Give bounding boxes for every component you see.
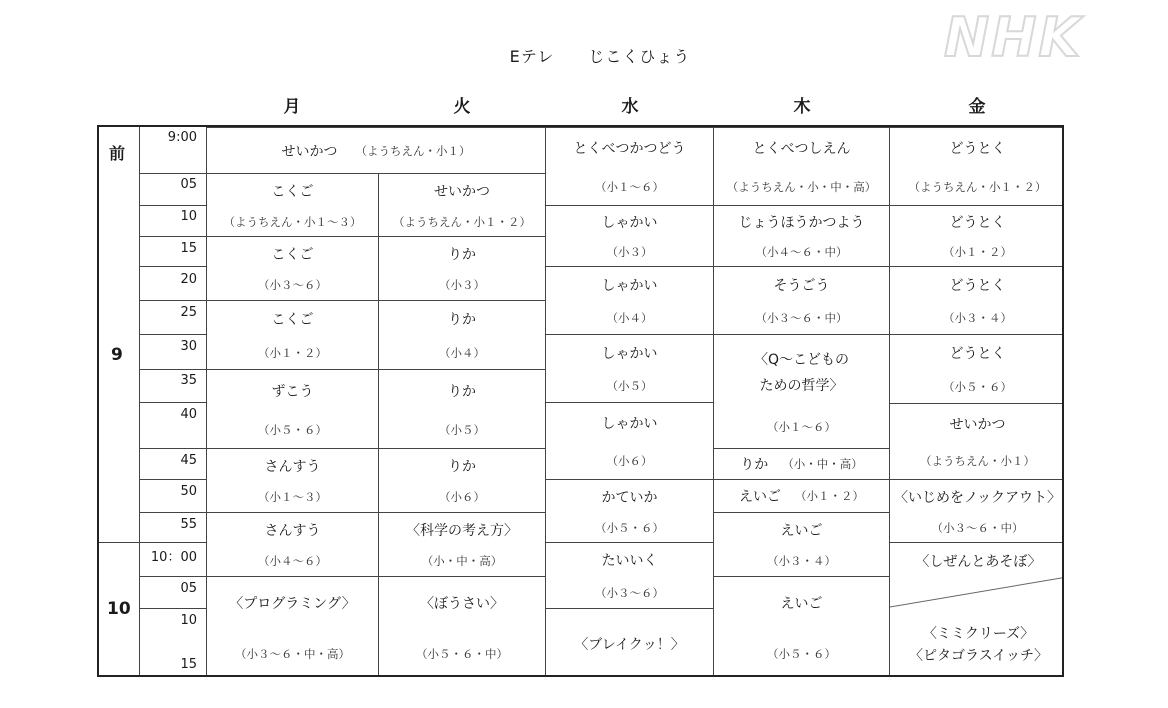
timetable-grid	[97, 125, 1064, 677]
program-grade: （小６）	[606, 454, 653, 468]
hour-9: 9	[111, 345, 123, 365]
program-subject-line2: ための哲学〉	[759, 377, 844, 394]
program-grade: （小３～６・中）	[931, 520, 1024, 535]
time-label: 10：00	[150, 550, 197, 565]
program-grade: （小１～３）	[258, 490, 327, 505]
program-grade: （ようちえん・小・中・高）	[726, 179, 877, 194]
program-grade: （小３）	[439, 278, 485, 293]
time-label: 30	[180, 339, 197, 354]
time-label: 40	[180, 407, 197, 422]
time-row-line	[139, 512, 206, 513]
program-cell	[378, 576, 546, 677]
hour-10: 10	[107, 599, 131, 619]
program-cell	[889, 127, 1064, 206]
program-grade: （小・中・高）	[782, 457, 863, 471]
program-subject: たいいく	[601, 553, 658, 570]
program-cell	[378, 300, 546, 370]
program-cell	[206, 173, 379, 237]
time-label: 15	[180, 241, 197, 256]
program-cell	[713, 205, 890, 267]
program-subject: しゃかい	[601, 277, 658, 294]
time-label: 05	[180, 581, 197, 596]
program-cell	[889, 266, 1064, 335]
program-subject: 〈しぜんとあそぼ〉	[915, 554, 1042, 570]
program-cell	[206, 236, 379, 301]
program-cell	[713, 448, 890, 480]
program-subject: じょうほうかつよう	[738, 215, 865, 231]
program-subject: りか	[740, 457, 769, 473]
time-label: 45	[180, 453, 197, 468]
program-subject: とくべつしえん	[752, 141, 851, 158]
program-subject: 〈ブレイクッ！〉	[574, 636, 685, 653]
day-header-wed: 水	[621, 97, 639, 117]
program-grade: （小１～６）	[595, 179, 664, 194]
program-subject: しゃかい	[601, 416, 658, 432]
program-grade: （小４～６・中）	[755, 245, 848, 259]
program-grade: （小３～６）	[595, 585, 664, 600]
program-cell	[378, 512, 546, 577]
time-label: 55	[180, 517, 197, 532]
time-row-line	[139, 236, 206, 237]
program-subject: さんすう	[264, 522, 321, 539]
program-subject: どうとく	[949, 277, 1006, 294]
program-grade: （小３～６・中・高）	[235, 646, 350, 661]
program-cell	[206, 300, 379, 370]
time-row-line	[139, 608, 206, 609]
program-subject: 〈ミミクリーズ〉	[922, 626, 1035, 642]
program-subject: せいかつ	[434, 183, 490, 200]
program-grade: （小３～６・中）	[755, 311, 848, 326]
program-grade: （小５・６）	[258, 422, 327, 437]
day-header-thu: 木	[793, 97, 811, 117]
program-subject: りか	[448, 383, 476, 400]
program-grade: （小５・６・中）	[416, 646, 508, 661]
program-grade: （小１・２）	[795, 489, 864, 503]
program-subject: えいご	[780, 596, 823, 613]
program-grade: （小３）	[606, 245, 653, 259]
time-label: 10	[180, 613, 197, 628]
program-cell	[713, 127, 890, 206]
program-subject: 〈Q～こどもの	[753, 351, 850, 368]
hour-divider	[99, 542, 139, 543]
program-cell	[713, 266, 890, 335]
program-cell	[545, 479, 714, 543]
program-cell	[545, 402, 714, 480]
program-cell	[378, 369, 546, 449]
day-header-tue: 火	[453, 97, 471, 117]
program-subject: 〈科学の考え方〉	[406, 522, 518, 539]
program-cell	[206, 448, 379, 513]
program-cell	[545, 608, 714, 677]
time-row-line	[139, 173, 206, 174]
program-grade: （ようちえん・小１）	[355, 143, 471, 158]
time-label: 05	[180, 177, 197, 192]
program-grade: （小４）	[439, 346, 485, 360]
program-grade: （小１・２）	[943, 245, 1012, 259]
program-cell	[545, 266, 714, 335]
program-cell-split	[889, 542, 1064, 677]
program-subject: 〈いじめをノックアウト〉	[893, 489, 1062, 506]
program-subject: さんすう	[264, 458, 321, 475]
program-grade: （小４～６）	[258, 554, 327, 569]
time-row-line	[139, 542, 206, 543]
program-subject: どうとく	[949, 141, 1006, 158]
program-cell	[889, 479, 1064, 543]
program-grade: （小・中・高）	[421, 554, 503, 569]
time-label: 20	[180, 272, 197, 287]
time-label: 50	[180, 484, 197, 499]
program-cell	[545, 205, 714, 267]
program-grade: （小３・４）	[767, 554, 836, 569]
program-subject: せいかつ	[949, 416, 1006, 433]
program-subject: こくご	[271, 183, 314, 200]
program-subject: ずこう	[271, 383, 314, 400]
program-cell	[206, 127, 546, 174]
program-subject: こくご	[271, 312, 314, 328]
program-grade: （小４）	[606, 311, 653, 326]
program-grade: （小５）	[606, 379, 653, 394]
program-cell	[378, 236, 546, 301]
program-subject: どうとく	[949, 346, 1006, 362]
program-grade: （小３・４）	[943, 311, 1012, 326]
program-cell	[713, 479, 890, 513]
program-cell	[545, 334, 714, 403]
program-cell	[545, 127, 714, 206]
page-title: Eテレ じこくひょう	[509, 47, 691, 66]
program-subject: えいご	[780, 522, 823, 539]
program-cell	[713, 334, 890, 449]
program-cell	[378, 173, 546, 237]
program-grade: （小１～６）	[767, 419, 836, 434]
program-subject: せいかつ	[281, 143, 338, 160]
program-grade: （小５・６）	[943, 380, 1012, 394]
time-row-line	[139, 402, 206, 403]
morning-mark: 前	[109, 144, 126, 163]
program-cell	[713, 512, 890, 577]
program-subject: えいご	[739, 489, 781, 505]
time-row-line	[139, 576, 206, 577]
program-grade: （小５・６）	[767, 646, 836, 661]
program-subject: かていか	[601, 489, 658, 506]
program-cell	[545, 542, 714, 609]
day-header-fri: 金	[968, 97, 986, 117]
program-grade: （ようちえん・小１～３）	[223, 214, 362, 229]
time-label: 10	[180, 209, 197, 224]
program-subject: りか	[448, 458, 476, 475]
program-cell	[889, 334, 1064, 404]
program-cell	[378, 448, 546, 513]
program-grade: （小５・６）	[595, 520, 664, 535]
program-subject: しゃかい	[601, 215, 658, 231]
program-subject: 〈ぼうさい〉	[420, 596, 504, 613]
day-header-mon: 月	[283, 97, 301, 117]
time-row-line	[139, 266, 206, 267]
program-cell	[206, 369, 379, 449]
program-subject: そうごう	[773, 277, 830, 294]
program-subject: りか	[448, 246, 476, 263]
time-row-line	[139, 334, 206, 335]
time-label: 9:00	[167, 130, 197, 145]
program-cell	[713, 576, 890, 677]
program-subject: どうとく	[949, 215, 1006, 231]
time-label: 25	[180, 305, 197, 320]
program-grade: （小３～６）	[258, 278, 327, 293]
program-subject: しゃかい	[601, 345, 658, 362]
program-grade: （ようちえん・小１・２）	[393, 214, 531, 229]
time-row-line	[139, 369, 206, 370]
program-subject: とくべつかつどう	[573, 141, 686, 158]
program-subject: こくご	[271, 246, 314, 263]
program-grade: （ようちえん・小１・２）	[908, 179, 1047, 194]
time-row-line	[139, 479, 206, 480]
program-cell	[889, 205, 1064, 267]
program-cell	[889, 403, 1064, 480]
program-subject: 〈プログラミング〉	[229, 596, 356, 613]
program-grade: （小１・２）	[258, 346, 327, 360]
program-subject: りか	[448, 312, 476, 328]
time-row-line	[139, 448, 206, 449]
program-cell	[206, 576, 379, 677]
nhk-logo: NHK	[944, 6, 1083, 69]
time-label: 35	[180, 373, 197, 388]
program-grade: （小５）	[439, 422, 485, 437]
time-row-line	[139, 205, 206, 206]
program-cell	[206, 512, 379, 577]
program-subject-line2: 〈ピタゴラスイッチ〉	[908, 648, 1049, 664]
time-row-line	[139, 300, 206, 301]
program-grade: （ようちえん・小１）	[920, 454, 1035, 469]
program-grade: （小６）	[439, 490, 485, 505]
time-label: 15	[180, 657, 197, 672]
